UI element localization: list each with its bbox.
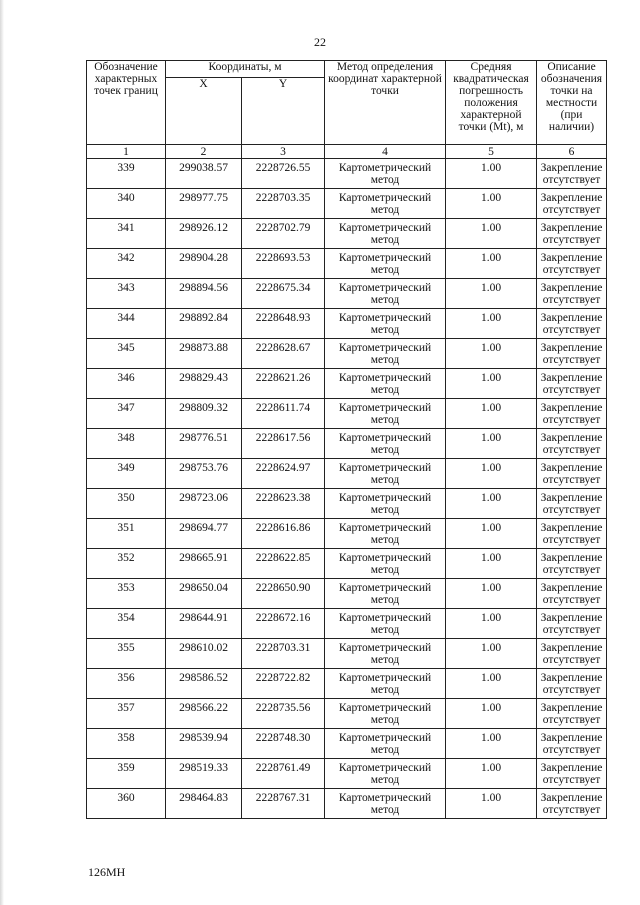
description-cell: Закрепление отсутствует (537, 459, 607, 489)
description-cell: Закрепление отсутствует (537, 519, 607, 549)
column-number: 6 (537, 145, 607, 159)
y-coordinate-cell: 2228616.86 (242, 519, 325, 549)
column-number: 1 (87, 145, 166, 159)
column-number: 5 (446, 145, 537, 159)
x-coordinate-cell: 298519.33 (166, 759, 242, 789)
method-cell: Картометрический метод (325, 729, 446, 759)
error-cell: 1.00 (446, 579, 537, 609)
y-coordinate-cell: 2228628.67 (242, 339, 325, 369)
method-cell: Картометрический метод (325, 699, 446, 729)
y-coordinate-cell: 2228722.82 (242, 669, 325, 699)
error-cell: 1.00 (446, 369, 537, 399)
method-cell: Картометрический метод (325, 669, 446, 699)
description-cell: Закрепление отсутствует (537, 639, 607, 669)
table-row (87, 399, 607, 429)
error-cell: 1.00 (446, 699, 537, 729)
x-coordinate-cell: 298694.77 (166, 519, 242, 549)
method-cell: Картометрический метод (325, 459, 446, 489)
description-cell: Закрепление отсутствует (537, 189, 607, 219)
table-row (87, 549, 607, 579)
table-body (87, 159, 607, 819)
y-coordinate-cell: 2228622.85 (242, 549, 325, 579)
point-cell: 344 (87, 309, 166, 339)
table-row (87, 579, 607, 609)
description-cell: Закрепление отсутствует (537, 339, 607, 369)
column-number: 3 (242, 145, 325, 159)
header-description: Описание обозначения точки на местности (при наличии) (537, 61, 607, 145)
x-coordinate-cell: 298539.94 (166, 729, 242, 759)
description-cell: Закрепление отсутствует (537, 549, 607, 579)
y-coordinate-cell: 2228702.79 (242, 219, 325, 249)
x-coordinate-cell: 298610.02 (166, 639, 242, 669)
description-cell: Закрепление отсутствует (537, 489, 607, 519)
error-cell: 1.00 (446, 249, 537, 279)
point-cell: 343 (87, 279, 166, 309)
table-row (87, 489, 607, 519)
point-cell: 349 (87, 459, 166, 489)
y-coordinate-cell: 2228672.16 (242, 609, 325, 639)
description-cell: Закрепление отсутствует (537, 609, 607, 639)
description-cell: Закрепление отсутствует (537, 699, 607, 729)
method-cell: Картометрический метод (325, 579, 446, 609)
description-cell: Закрепление отсутствует (537, 369, 607, 399)
x-coordinate-cell: 298829.43 (166, 369, 242, 399)
table-row (87, 729, 607, 759)
table-row (87, 699, 607, 729)
y-coordinate-cell: 2228650.90 (242, 579, 325, 609)
error-cell: 1.00 (446, 639, 537, 669)
table-row (87, 759, 607, 789)
method-cell: Картометрический метод (325, 519, 446, 549)
method-cell: Картометрический метод (325, 639, 446, 669)
y-coordinate-cell: 2228703.35 (242, 189, 325, 219)
point-cell: 351 (87, 519, 166, 549)
x-coordinate-cell: 298586.52 (166, 669, 242, 699)
y-coordinate-cell: 2228693.53 (242, 249, 325, 279)
x-coordinate-cell: 298926.12 (166, 219, 242, 249)
x-coordinate-cell: 298753.76 (166, 459, 242, 489)
table-row (87, 789, 607, 819)
point-cell: 357 (87, 699, 166, 729)
y-coordinate-cell: 2228623.38 (242, 489, 325, 519)
y-coordinate-cell: 2228735.56 (242, 699, 325, 729)
x-coordinate-cell: 298650.04 (166, 579, 242, 609)
footer-code: 126МН (88, 865, 126, 879)
description-cell: Закрепление отсутствует (537, 159, 607, 189)
description-cell: Закрепление отсутствует (537, 579, 607, 609)
description-cell: Закрепление отсутствует (537, 399, 607, 429)
method-cell: Картометрический метод (325, 489, 446, 519)
y-coordinate-cell: 2228617.56 (242, 429, 325, 459)
x-coordinate-cell: 298723.06 (166, 489, 242, 519)
x-coordinate-cell: 299038.57 (166, 159, 242, 189)
description-cell: Закрепление отсутствует (537, 669, 607, 699)
method-cell: Картометрический метод (325, 429, 446, 459)
coordinates-table (86, 60, 607, 819)
x-coordinate-cell: 298644.91 (166, 609, 242, 639)
table-row (87, 609, 607, 639)
error-cell: 1.00 (446, 189, 537, 219)
point-cell: 341 (87, 219, 166, 249)
y-coordinate-cell: 2228675.34 (242, 279, 325, 309)
error-cell: 1.00 (446, 459, 537, 489)
error-cell: 1.00 (446, 429, 537, 459)
method-cell: Картометрический метод (325, 609, 446, 639)
error-cell: 1.00 (446, 609, 537, 639)
table-row (87, 279, 607, 309)
description-cell: Закрепление отсутствует (537, 729, 607, 759)
point-cell: 342 (87, 249, 166, 279)
error-cell: 1.00 (446, 279, 537, 309)
header-error: Средняя квадратическая погрешность положения характерной точки (Mt), м (446, 61, 537, 145)
description-cell: Закрепление отсутствует (537, 309, 607, 339)
header-x: X (166, 78, 242, 145)
method-cell: Картометрический метод (325, 189, 446, 219)
error-cell: 1.00 (446, 219, 537, 249)
error-cell: 1.00 (446, 519, 537, 549)
x-coordinate-cell: 298904.28 (166, 249, 242, 279)
method-cell: Картометрический метод (325, 789, 446, 819)
y-coordinate-cell: 2228761.49 (242, 759, 325, 789)
point-cell: 356 (87, 669, 166, 699)
scan-edge (0, 0, 4, 905)
table-row (87, 369, 607, 399)
x-coordinate-cell: 298776.51 (166, 429, 242, 459)
x-coordinate-cell: 298977.75 (166, 189, 242, 219)
y-coordinate-cell: 2228748.30 (242, 729, 325, 759)
error-cell: 1.00 (446, 549, 537, 579)
header-method: Метод определения координат характерной точки (325, 61, 446, 145)
header-point: Обозначение характерных точек границ (87, 61, 166, 145)
method-cell: Картометрический метод (325, 309, 446, 339)
error-cell: 1.00 (446, 489, 537, 519)
page-number: 22 (314, 35, 326, 49)
point-cell: 340 (87, 189, 166, 219)
point-cell: 345 (87, 339, 166, 369)
x-coordinate-cell: 298464.83 (166, 789, 242, 819)
y-coordinate-cell: 2228767.31 (242, 789, 325, 819)
method-cell: Картометрический метод (325, 399, 446, 429)
point-cell: 360 (87, 789, 166, 819)
error-cell: 1.00 (446, 399, 537, 429)
table-row (87, 639, 607, 669)
point-cell: 354 (87, 609, 166, 639)
x-coordinate-cell: 298894.56 (166, 279, 242, 309)
error-cell: 1.00 (446, 339, 537, 369)
table-row (87, 669, 607, 699)
error-cell: 1.00 (446, 159, 537, 189)
y-coordinate-cell: 2228703.31 (242, 639, 325, 669)
point-cell: 359 (87, 759, 166, 789)
table-row (87, 159, 607, 189)
table-row (87, 309, 607, 339)
header-y: Y (242, 78, 325, 145)
point-cell: 355 (87, 639, 166, 669)
description-cell: Закрепление отсутствует (537, 759, 607, 789)
table-row (87, 519, 607, 549)
point-cell: 350 (87, 489, 166, 519)
table-row (87, 429, 607, 459)
column-number: 4 (325, 145, 446, 159)
x-coordinate-cell: 298892.84 (166, 309, 242, 339)
point-cell: 358 (87, 729, 166, 759)
point-cell: 352 (87, 549, 166, 579)
y-coordinate-cell: 2228726.55 (242, 159, 325, 189)
x-coordinate-cell: 298665.91 (166, 549, 242, 579)
table-row (87, 189, 607, 219)
method-cell: Картометрический метод (325, 249, 446, 279)
y-coordinate-cell: 2228624.97 (242, 459, 325, 489)
method-cell: Картометрический метод (325, 159, 446, 189)
error-cell: 1.00 (446, 789, 537, 819)
table-row (87, 219, 607, 249)
table-row (87, 339, 607, 369)
y-coordinate-cell: 2228621.26 (242, 369, 325, 399)
table-row (87, 249, 607, 279)
method-cell: Картометрический метод (325, 759, 446, 789)
description-cell: Закрепление отсутствует (537, 249, 607, 279)
method-cell: Картометрический метод (325, 339, 446, 369)
y-coordinate-cell: 2228611.74 (242, 399, 325, 429)
description-cell: Закрепление отсутствует (537, 219, 607, 249)
description-cell: Закрепление отсутствует (537, 279, 607, 309)
error-cell: 1.00 (446, 669, 537, 699)
point-cell: 347 (87, 399, 166, 429)
method-cell: Картометрический метод (325, 549, 446, 579)
error-cell: 1.00 (446, 309, 537, 339)
point-cell: 339 (87, 159, 166, 189)
error-cell: 1.00 (446, 729, 537, 759)
point-cell: 346 (87, 369, 166, 399)
table-row (87, 459, 607, 489)
error-cell: 1.00 (446, 759, 537, 789)
header-coordinates: Координаты, м (166, 61, 325, 78)
x-coordinate-cell: 298809.32 (166, 399, 242, 429)
method-cell: Картометрический метод (325, 369, 446, 399)
point-cell: 348 (87, 429, 166, 459)
point-cell: 353 (87, 579, 166, 609)
x-coordinate-cell: 298873.88 (166, 339, 242, 369)
method-cell: Картометрический метод (325, 219, 446, 249)
method-cell: Картометрический метод (325, 279, 446, 309)
description-cell: Закрепление отсутствует (537, 789, 607, 819)
description-cell: Закрепление отсутствует (537, 429, 607, 459)
x-coordinate-cell: 298566.22 (166, 699, 242, 729)
column-number: 2 (166, 145, 242, 159)
y-coordinate-cell: 2228648.93 (242, 309, 325, 339)
